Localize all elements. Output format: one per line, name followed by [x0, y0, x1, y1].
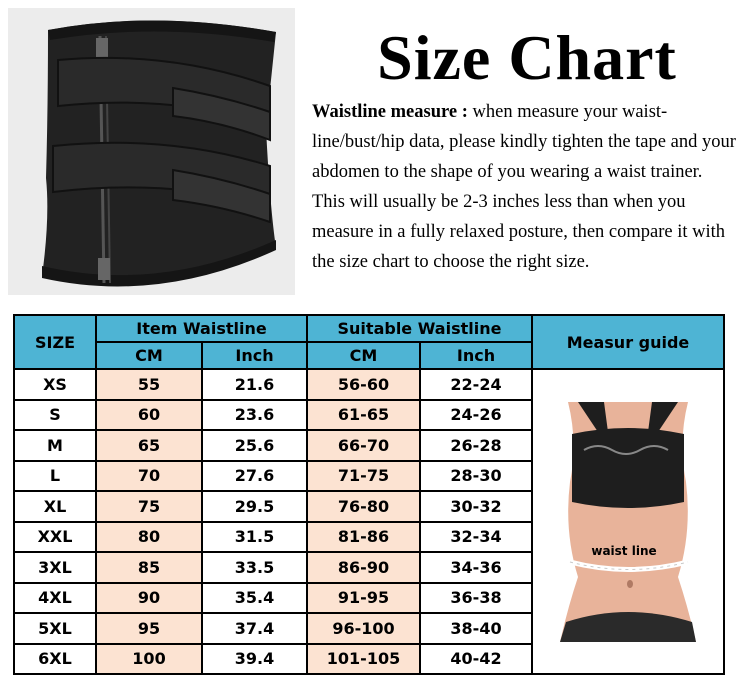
measure-guide-cell: [532, 369, 724, 674]
item-cm-cell: 90: [96, 583, 202, 614]
item-cm-cell: 70: [96, 461, 202, 492]
item-inch-cell: 27.6: [202, 461, 307, 492]
item-cm-cell: 60: [96, 400, 202, 431]
item-inch-cell: 23.6: [202, 400, 307, 431]
suitable-inch-cell: 38-40: [420, 613, 532, 644]
header-suitable-waistline: Suitable Waistline: [307, 315, 532, 342]
table-row: [14, 369, 724, 400]
suitable-inch-cell: 40-42: [420, 644, 532, 675]
waist-line-label: waist line: [591, 543, 657, 558]
suitable-inch-cell: 32-34: [420, 522, 532, 553]
item-cm-cell: 55: [96, 369, 202, 400]
page-title: Size Chart: [377, 22, 677, 93]
item-inch-cell: 33.5: [202, 552, 307, 583]
suitable-cm-cell: 56-60: [307, 369, 420, 400]
suitable-cm-cell: 91-95: [307, 583, 420, 614]
item-inch-cell: 21.6: [202, 369, 307, 400]
header-item-cm: CM: [96, 342, 202, 369]
product-photo: [8, 8, 295, 295]
suitable-cm-cell: 96-100: [307, 613, 420, 644]
suitable-cm-cell: 71-75: [307, 461, 420, 492]
suitable-cm-cell: 81-86: [307, 522, 420, 553]
suitable-cm-cell: 86-90: [307, 552, 420, 583]
size-cell: L: [14, 461, 96, 492]
description: [312, 97, 737, 277]
item-inch-cell: 25.6: [202, 430, 307, 461]
suitable-inch-cell: 34-36: [420, 552, 532, 583]
header-measure-guide: Measur guide: [532, 315, 724, 369]
size-chart-table: [13, 314, 725, 675]
item-inch-cell: 35.4: [202, 583, 307, 614]
suitable-cm-cell: 101-105: [307, 644, 420, 675]
item-cm-cell: 65: [96, 430, 202, 461]
description-body: when measure your waist-line/bust/hip data, please kindly tighten the tape and your abdomen to the shape of you wearing a waist trainer. This will usually be 2-3 inches less than when you measure in a fully relaxed posture, then compare it with the size chart to choose the right size.: [312, 102, 736, 272]
size-cell: XXL: [14, 522, 96, 553]
header-suitable-cm: CM: [307, 342, 420, 369]
item-cm-cell: 95: [96, 613, 202, 644]
item-cm-cell: 85: [96, 552, 202, 583]
item-cm-cell: 100: [96, 644, 202, 675]
suitable-inch-cell: 22-24: [420, 369, 532, 400]
item-inch-cell: 31.5: [202, 522, 307, 553]
suitable-inch-cell: 36-38: [420, 583, 532, 614]
measuring-guide-icon: [538, 402, 718, 642]
size-cell: M: [14, 430, 96, 461]
size-cell: 6XL: [14, 644, 96, 675]
size-cell: 5XL: [14, 613, 96, 644]
waist-trainer-icon: [8, 8, 295, 295]
header-suitable-inch: Inch: [420, 342, 532, 369]
size-cell: S: [14, 400, 96, 431]
suitable-inch-cell: 28-30: [420, 461, 532, 492]
header-size: SIZE: [14, 315, 96, 369]
size-cell: 4XL: [14, 583, 96, 614]
item-cm-cell: 75: [96, 491, 202, 522]
suitable-cm-cell: 76-80: [307, 491, 420, 522]
item-inch-cell: 39.4: [202, 644, 307, 675]
header-item-inch: Inch: [202, 342, 307, 369]
item-cm-cell: 80: [96, 522, 202, 553]
item-inch-cell: 37.4: [202, 613, 307, 644]
suitable-inch-cell: 24-26: [420, 400, 532, 431]
description-lead: Waistline measure :: [312, 102, 468, 122]
header-item-waistline: Item Waistline: [96, 315, 307, 342]
size-cell: XS: [14, 369, 96, 400]
item-inch-cell: 29.5: [202, 491, 307, 522]
suitable-inch-cell: 26-28: [420, 430, 532, 461]
size-cell: 3XL: [14, 552, 96, 583]
suitable-cm-cell: 66-70: [307, 430, 420, 461]
size-cell: XL: [14, 491, 96, 522]
suitable-inch-cell: 30-32: [420, 491, 532, 522]
suitable-cm-cell: 61-65: [307, 400, 420, 431]
